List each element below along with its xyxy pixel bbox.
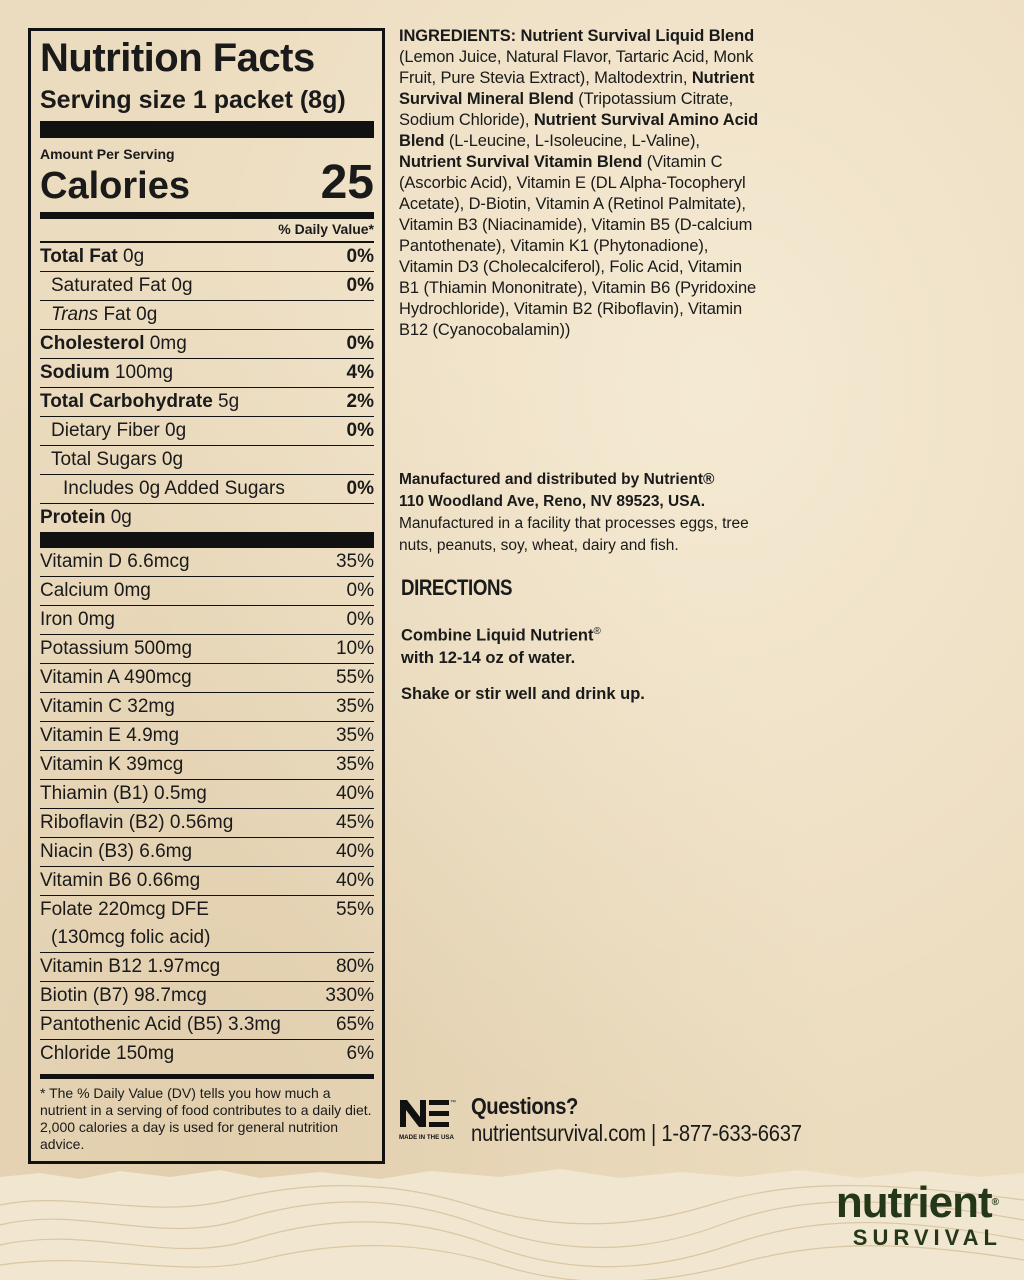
- nutrient-row-sodium: [40, 359, 374, 388]
- directions-heading: DIRECTIONS: [401, 575, 513, 600]
- nutrient-row-saturated-fat: [40, 272, 374, 301]
- vitamin-dv: 55%: [335, 899, 374, 920]
- vitamin-row: [40, 780, 374, 809]
- vitamin-row: [40, 838, 374, 867]
- vitamin-dv: 55%: [335, 667, 374, 688]
- nutrient-amount: 0g: [105, 507, 132, 528]
- vitamin-row: [40, 751, 374, 780]
- divider-medium: [40, 212, 374, 219]
- vitamin-dv: 10%: [335, 638, 374, 659]
- vitamin-row: [40, 1040, 374, 1068]
- vitamin-row: [40, 577, 374, 606]
- ingredient-blend-name: Nutrient Survival Mineral Blend: [399, 69, 755, 108]
- vitamin-name: Folate 220mcg DFE: [40, 899, 209, 920]
- directions-step-1: [401, 621, 731, 669]
- divider-thick: [40, 532, 374, 548]
- contact-line: nutrientsurvival.com | 1-877-633-6637: [471, 1120, 802, 1146]
- nutrient-dv: 2%: [346, 391, 374, 412]
- registered-mark: ®: [593, 626, 601, 637]
- vitamin-dv: 330%: [325, 985, 374, 1006]
- nutrient-amount: 0g: [117, 246, 145, 267]
- trademark-mark: ™: [450, 1100, 456, 1106]
- nutrient-name: Fat 0g: [98, 304, 158, 325]
- ingredients-label: INGREDIENTS:: [399, 27, 517, 45]
- vitamin-name: Iron 0mg: [40, 609, 115, 630]
- ne-logo-icon: [398, 1097, 456, 1141]
- vitamin-row: [40, 722, 374, 751]
- vitamin-row: [40, 809, 374, 838]
- vitamin-dv: 80%: [335, 956, 374, 977]
- nutrient-dv: 0%: [346, 246, 374, 267]
- vitamin-dv: 6%: [346, 1043, 374, 1064]
- ingredient-blend-name: Nutrient Survival Amino Acid Blend: [399, 111, 759, 150]
- vitamin-dv: 65%: [335, 1014, 374, 1035]
- nutrient-amount: 0mg: [144, 333, 187, 354]
- vitamin-dv: 40%: [335, 841, 374, 862]
- vitamin-name: Pantothenic Acid (B5) 3.3mg: [40, 1014, 281, 1035]
- vitamin-list: [40, 548, 374, 1068]
- nutrient-dv: 0%: [346, 333, 374, 354]
- manufacturer-line: Manufactured and distributed by Nutrient®: [399, 471, 715, 488]
- ingredient-blend-name: Nutrient Survival Liquid Blend: [516, 27, 755, 45]
- ingredient-blend-name: Nutrient Survival Vitamin Blend: [399, 153, 643, 171]
- nutrient-name: Saturated Fat 0g: [51, 275, 193, 296]
- directions-text: with 12-14 oz of water.: [401, 648, 576, 667]
- calories-row: [40, 156, 374, 209]
- vitamin-name: Vitamin C 32mg: [40, 696, 175, 717]
- amount-per-serving: Amount Per Serving: [40, 146, 175, 162]
- vitamin-row: [40, 1011, 374, 1040]
- vitamin-dv: 0%: [346, 609, 374, 630]
- directions-text: Combine Liquid Nutrient: [401, 626, 594, 645]
- vitamin-name: Vitamin B12 1.97mcg: [40, 956, 221, 977]
- vitamin-name: Calcium 0mg: [40, 580, 151, 601]
- made-in-usa-logo: [398, 1097, 456, 1141]
- brand-subtitle: SURVIVAL: [852, 1225, 1002, 1250]
- nutrient-name: Protein: [40, 507, 106, 528]
- ingredients-text: [399, 26, 759, 341]
- vitamin-name: Riboflavin (B2) 0.56mg: [40, 812, 234, 833]
- vitamin-name: Vitamin K 39mcg: [40, 754, 184, 775]
- directions-step-2: Shake or stir well and drink up.: [401, 685, 645, 703]
- nutrient-name: Total Fat: [40, 246, 118, 267]
- nutrient-dv: 4%: [346, 362, 374, 383]
- divider-thick: [40, 121, 374, 138]
- nutrient-dv: 0%: [346, 275, 374, 296]
- nutrient-row-total-fat: [40, 243, 374, 272]
- vitamin-row: [40, 693, 374, 722]
- nutrient-amount: 5g: [212, 391, 240, 412]
- brand-name: nutrient: [835, 1178, 992, 1227]
- vitamin-dv: 0%: [346, 580, 374, 601]
- manufacturer-address: 110 Woodland Ave, Reno, NV 89523, USA.: [399, 493, 706, 510]
- nutrient-row-cholesterol: [40, 330, 374, 359]
- vitamin-name: Chloride 150mg: [40, 1043, 175, 1064]
- ingredient-blend-contents: (Lemon Juice, Natural Flavor, Tartaric Acid, Monk Fruit, Pure Stevia Extract), Maltodextrin,: [399, 48, 754, 87]
- nutrient-amount: 100mg: [109, 362, 174, 383]
- vitamin-row: [40, 953, 374, 982]
- vitamin-row: [40, 924, 374, 953]
- nutrient-row-protein: [40, 504, 374, 532]
- nutrient-dv: 0%: [346, 420, 374, 441]
- vitamin-name: Niacin (B3) 6.6mg: [40, 841, 193, 862]
- vitamin-row: [40, 635, 374, 664]
- vitamin-row: [40, 548, 374, 577]
- nutrient-row-total-sugars: [40, 446, 374, 475]
- vitamin-name: Vitamin E 4.9mg: [40, 725, 180, 746]
- vitamin-name: Vitamin A 490mcg: [40, 667, 192, 688]
- vitamin-dv: 35%: [335, 725, 374, 746]
- vitamin-row: [40, 896, 374, 924]
- vitamin-dv: 40%: [335, 870, 374, 891]
- vitamin-dv: 35%: [335, 754, 374, 775]
- vitamin-name: Thiamin (B1) 0.5mg: [40, 783, 207, 804]
- nutrient-name: Sodium: [40, 362, 110, 383]
- nutrient-name: Total Sugars 0g: [51, 449, 184, 470]
- manufacturer-info: [399, 469, 759, 557]
- calories-label: Calories: [40, 165, 190, 207]
- vitamin-name: Biotin (B7) 98.7mcg: [40, 985, 207, 1006]
- nutrition-facts-panel: [28, 28, 385, 1164]
- brand-logo: [835, 1178, 1002, 1250]
- nutrient-name: Includes 0g Added Sugars: [63, 478, 285, 499]
- vitamin-name: Vitamin B6 0.66mg: [40, 870, 201, 891]
- nutrition-facts-title: Nutrition Facts: [40, 36, 315, 80]
- nutrient-row-trans-fat: [40, 301, 374, 330]
- registered-mark: ®: [991, 1197, 998, 1208]
- vitamin-row: [40, 606, 374, 635]
- nutrient-name: Total Carbohydrate: [40, 391, 213, 412]
- made-in-usa-caption: MADE IN THE USA: [399, 1134, 455, 1141]
- vitamin-dv: 40%: [335, 783, 374, 804]
- vitamin-row: [40, 982, 374, 1011]
- nutrient-row-added-sugars: [40, 475, 374, 504]
- vitamin-name: (130mcg folic acid): [51, 927, 211, 948]
- vitamin-name: Vitamin D 6.6mcg: [40, 551, 190, 572]
- nutrient-name: Dietary Fiber 0g: [51, 420, 187, 441]
- vitamin-dv: 45%: [335, 812, 374, 833]
- ingredient-blend-contents: (L-Leucine, L-Isoleucine, L-Valine),: [444, 132, 700, 150]
- ingredient-blend-contents: (Tripotassium Citrate, Sodium Chloride),: [399, 90, 734, 129]
- vitamin-dv: 35%: [335, 551, 374, 572]
- ingredient-blend-contents: (Vitamin C (Ascorbic Acid), Vitamin E (DL Alpha-Tocopheryl Acetate), D-Biotin, Vitamin A (Retinol Palmitate), Vitamin B3 (Niacinamide), Vitamin B5 (D-calcium Pantothenate), Vitamin K1 (Phytonadione), Vitamin D3 (Cholecalciferol), Folic Acid, Vitamin B1 (Thiamin Mononitrate), Vitamin B6 (Pyridoxine Hydrochloride), Vitamin B2 (Riboflavin), Vitamin B12 (Cyanocobalamin)): [399, 153, 757, 339]
- nutrient-name-italic: Trans: [51, 304, 99, 325]
- allergen-statement: Manufactured in a facility that processes eggs, tree nuts, peanuts, soy, wheat, dairy and fish.: [399, 515, 749, 554]
- nutrient-row-total-carbohydrate: [40, 388, 374, 417]
- nutrient-dv: 0%: [346, 478, 374, 499]
- questions-title: Questions?: [471, 1093, 578, 1119]
- nutrient-name: Cholesterol: [40, 333, 145, 354]
- vitamin-row: [40, 867, 374, 896]
- nutrient-row-dietary-fiber: [40, 417, 374, 446]
- vitamin-row: [40, 664, 374, 693]
- calories-value: 25: [320, 156, 374, 209]
- vitamin-dv: 35%: [335, 696, 374, 717]
- daily-value-header: % Daily Value*: [40, 219, 374, 243]
- vitamin-name: Potassium 500mg: [40, 638, 193, 659]
- daily-value-footnote: * The % Daily Value (DV) tells you how much a nutrient in a serving of food contributes to a daily diet. 2,000 calories a day is used for general nutrition advice.: [40, 1074, 374, 1153]
- serving-size: Serving size 1 packet (8g): [40, 86, 346, 114]
